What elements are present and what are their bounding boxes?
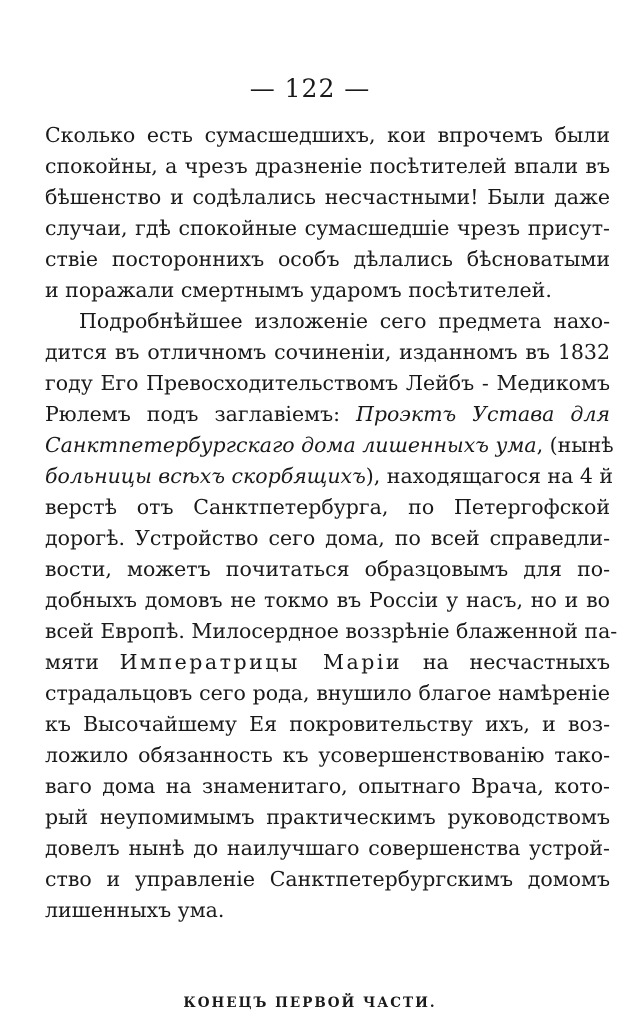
italic-title: Проэктъ Устава для — [356, 402, 610, 426]
text-line: ство и управленіе Санктпетербургскимъ домомъ — [45, 867, 610, 891]
text-line: довелъ нынѣ до наилучшаго совершенства устрой- — [45, 836, 610, 860]
text-line: Сколько есть сумасшедшихъ, кои впрочемъ были — [45, 123, 610, 147]
text-line — [45, 647, 610, 678]
text-line: Подробнѣйшее изложеніе сего предмета нахо- — [79, 309, 610, 333]
italic-title: больницы всѣхъ скорбящихъ — [45, 464, 366, 488]
text-line: бѣшенство и содѣлались несчастными! Были даже — [45, 185, 610, 209]
text-line: дится въ отличномъ сочиненіи, изданномъ въ 1832 — [45, 340, 610, 364]
text-run: , (нынѣ — [536, 433, 614, 457]
text-line — [45, 399, 610, 430]
spaced-name: Императрицы Маріи — [119, 650, 403, 674]
text-line: вости, можетъ почитаться образцовымъ для по- — [45, 557, 610, 581]
text-line: дорогѣ. Устройство сего дома, по всей справедли- — [45, 526, 610, 550]
text-run: на несчастныхъ — [402, 650, 610, 674]
text-line: ствіе постороннихъ особъ дѣлались бѣсноватыми — [45, 247, 610, 271]
text-line: и поражали смертнымъ ударомъ посѣтителей. — [45, 278, 552, 302]
text-line — [45, 461, 614, 492]
text-line: верстѣ отъ Санктпетербурга, по Петергофской — [45, 495, 610, 519]
text-line — [45, 430, 614, 461]
italic-title: Санктпетербургскаго дома лишенныхъ ума — [45, 433, 537, 457]
text-run: мяти — [45, 650, 120, 674]
page-number: — 122 — — [249, 74, 371, 103]
text-run: ), находящагося на 4 й — [365, 464, 614, 488]
text-line: лишенныхъ ума. — [45, 898, 225, 922]
text-run: Рюлемъ подъ заглавіемъ: — [45, 402, 357, 426]
text-line: ваго дома на знаменитаго, опытнаго Врача, кото- — [45, 774, 610, 798]
text-line: всей Европѣ. Милосердное воззрѣніе блаженной па- — [45, 619, 618, 643]
text-line: къ Высочайшему Ея покровительству ихъ, и воз- — [45, 712, 610, 736]
text-line: рый неупомимымъ практическимъ руководствомъ — [45, 805, 610, 829]
text-line: спокойны, а чрезъ дразненіе посѣтителей впали въ — [45, 154, 610, 178]
text-line: ложило обязанность къ усовершенствованію тако- — [45, 743, 610, 767]
part-end-footer: КОНЕЦЪ ПЕРВОЙ ЧАСТИ. — [183, 995, 437, 1011]
text-line: страдальцовъ сего рода, внушило благое намѣреніе — [45, 681, 610, 705]
text-line: случаи, гдѣ спокойные сумасшедшіе чрезъ присут- — [45, 216, 610, 240]
text-line: добныхъ домовъ не токмо въ Россіи у насъ, но и во — [45, 588, 610, 612]
text-line: году Его Превосходительствомъ Лейбъ - Медикомъ — [45, 371, 610, 395]
body-text — [45, 120, 618, 926]
